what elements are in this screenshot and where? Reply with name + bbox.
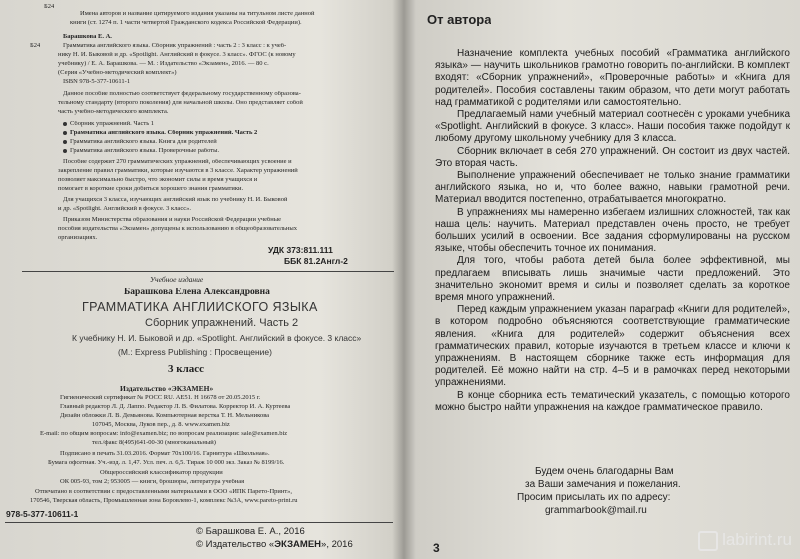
divider	[22, 271, 394, 272]
imprint-line: Данное пособие полностью соответствует федеральному государственному образова-	[63, 91, 301, 97]
imprint-line: Грамматика английского языка. Книга для родителей	[70, 139, 217, 145]
imprint-line: Сборник упражнений. Часть 1	[70, 121, 155, 127]
imprint-line: Барашкова Е. А.	[63, 34, 112, 40]
foreword-body	[435, 48, 790, 414]
bullet-point	[63, 131, 67, 135]
paragraph: Перед каждым упражнением указан параграф «Книги для родителей», в котором подробно объясняются соответствующие грамматические явления. «Книга для родителей» содержит объяснения всех грамматических правил, которые изучаются в третьем классе и ключи к упражнениям. В настоящем сборнике также есть информация для родителей. Её можно найти на стр. 4–5 и в рамочках перед некоторыми упражнениями.	[435, 304, 790, 389]
imprint-line: Подписано в печать 31.03.2016. Формат 70х100/16. Гарнитура «Школьная».	[60, 451, 270, 457]
paragraph: Сборник включает в себя 270 упражнений. Он состоит из двух частей. Это вторая часть.	[435, 145, 790, 169]
imprint-line: организациях.	[58, 235, 98, 241]
imprint-line: закрепление правил грамматики, которые изучаются в 3 классе. Характер упражнений	[58, 168, 298, 174]
copyright-publisher: © Издательство «ЭКЗАМЕН», 2016	[196, 540, 353, 550]
imprint-line: (Серия «Учебно-методический комплект»)	[58, 70, 177, 76]
isbn-bottom: 978-5-377-10611-1	[6, 510, 79, 519]
paragraph: Для того, чтобы работа детей была более эффективной, мы предлагаем вписывать лишь значимые части предложений. Это значительно экономит время и силы и позволяет сделать за короткое время много упражнений.	[435, 255, 790, 304]
imprint-line: Имена авторов и название цитируемого издания указаны на титульном листе данной	[80, 11, 315, 17]
page-number: 3	[433, 542, 440, 554]
edition-label: Учебное издание	[150, 276, 204, 284]
paragraph: Выполнение упражнений обеспечивает не только знание грамматики английского языка, но и, что более важно, навыки грамотной речи. Материал вводится постепенно, отрабатывается многократно.	[435, 170, 790, 206]
paragraph: В конце сборника есть тематический указатель, с помощью которого можно быстро найти упражнения на каждое грамматическое правило.	[435, 389, 790, 413]
bullet-point	[63, 140, 67, 144]
imprint-line: Главный редактор Л. Д. Лаппо. Редактор Л. В. Филатова. Корректор И. А. Куртеева	[60, 404, 291, 410]
imprint-line: книги (ст. 1274 п. 1 части четвертой Гражданского кодекса Российской Федерации).	[70, 20, 302, 26]
imprint-line: нику Н. И. Быковой и др. «Spotlight. Английский в фокусе. 3 класс». ФГОС (к новому	[58, 52, 296, 58]
copyright-author: © Барашкова Е. А., 2016	[196, 527, 305, 537]
thanks-line-1: Будем очень благодарны Вам	[535, 467, 674, 477]
bullet-point	[63, 149, 67, 153]
imprint-line: E-mail: по общим вопросам: info@examen.biz; по вопросам реализации: sale@examen.biz	[40, 431, 288, 437]
imprint-line: Дизайн обложки Л. В. Демьянова. Компьютерная верстка Т. Н. Мельникова	[60, 413, 270, 419]
imprint-line: Б24	[44, 4, 55, 10]
imprint-line: Приказом Министерства образования и науки Российской Федерации учебные	[63, 217, 282, 223]
paragraph: В упражнениях мы намеренно избегаем излишних сложностей, так как наша цель: научить. Материал представлен очень просто, не требует больших усилий в освоении. Все задания сформулированы на русском языке, чтобы обеспечить точное их понимания.	[435, 206, 790, 255]
publishers: (М.: Express Publishing : Просвещение)	[118, 348, 272, 357]
imprint-line: учебнику) / Е. А. Барашкова. — М. : Издательство «Экзамен», 2016. — 80 с.	[58, 61, 269, 67]
bullet-point	[63, 122, 67, 126]
textbook-reference: К учебнику Н. И. Быковой и др. «Spotlight. Английский в фокусе. 3 класс»	[72, 334, 362, 343]
imprint-line: и др. «Spotlight. Английский в фокусе. 3 класс».	[58, 206, 191, 212]
right-page-foreword	[405, 0, 800, 559]
watermark: labirint.ru	[698, 530, 792, 551]
paragraph: Назначение комплекта учебных пособий «Грамматика английского языка» — научить школьников грамотно говорить по-английски. В комплект входят: «Сборник упражнений», «Проверочные работы» и «Книга для родителей». Пособия составлены таким образом, что дети могут работать над грамматикой с родителями или самостоятельно.	[435, 48, 790, 108]
imprint-line: Грамматика английского языка. Сборник упражнений. Часть 2	[70, 130, 258, 136]
labirint-logo-icon	[698, 531, 718, 551]
imprint-line: Издательство «ЭКЗАМЕН»	[120, 385, 214, 393]
imprint-line: Бумага офсетная. Уч.-изд. л. 1,47. Усл. печ. л. 6,5. Тираж 10 000 экз. Заказ № 8199/16.	[48, 460, 285, 466]
paragraph: Предлагаемый нами учебный материал соотнесён с уроками учебника «Spotlight. Английский в фокусе. 3 класс». Наши пособия также подойдут к любому другому школьному учебнику для 3 класса.	[435, 109, 790, 145]
imprint-line: Общероссийский классификатор продукции	[100, 470, 223, 476]
imprint-line: помогает в короткие сроки добиться хорошего знания грамматики.	[58, 186, 244, 192]
imprint-line: часть учебно-методического комплекта.	[58, 109, 169, 115]
imprint-line: Гигиенический сертификат № РОСС RU. AE51. Н 16678 от 20.05.2015 г.	[60, 395, 261, 401]
imprint-line: позволяет максимально быстро, что экономит силы и время учащихся и	[58, 177, 258, 183]
foreword-heading: От автора	[427, 13, 492, 26]
imprint-line: 107045, Москва, Луков пер., д. 8. www.examen.biz	[92, 422, 230, 428]
grade: 3 класс	[168, 364, 205, 375]
imprint-line: тел./факс 8(495)641-00-30 (многоканальный)	[92, 440, 216, 446]
udk-code: УДК 373:811.111	[268, 246, 333, 255]
imprint-line: Б24	[30, 43, 41, 49]
book-subtitle: Сборник упражнений. Часть 2	[145, 318, 299, 329]
contact-email[interactable]: grammarbook@mail.ru	[545, 506, 647, 516]
imprint-line: Для учащихся 3 класса, изучающих английский язык по учебнику Н. И. Быковой	[63, 197, 288, 203]
imprint-line: Грамматика английского языка. Проверочные работы.	[70, 148, 220, 154]
imprint-line: пособия издательства «Экзамен» допущены к использованию в общеобразовательных	[58, 226, 298, 232]
imprint-line: Пособие содержит 270 грамматических упражнений, обеспечивающих усвоение и	[63, 159, 292, 165]
imprint-line: 170546, Тверская область, Промышленная зона Боровлево-1, комплекс №3А, www.pareto-print.ru	[30, 498, 298, 504]
bbk-code: ББК 81.2Англ-2	[284, 257, 348, 266]
imprint-line: тельному стандарту (второго поколения) для начальной школы. Оно представляет собой	[58, 100, 303, 106]
author-name: Барашкова Елена Александровна	[124, 288, 270, 297]
left-page-imprint	[0, 0, 395, 559]
imprint-line: Отпечатано в соответствии с предоставленными материалами в ООО «ИПК Парето-Принт»,	[35, 489, 293, 495]
book-title: ГРАММАТИКА АНГЛИЙСКОГО ЯЗЫКА	[82, 301, 318, 314]
thanks-line-3: Просим присылать их по адресу:	[517, 493, 671, 503]
imprint-line: Грамматика английского языка. Сборник упражнений : часть 2 : 3 класс : к учеб-	[63, 43, 287, 49]
imprint-line: ОК 005-93, том 2; 953005 — книги, брошюры, литература учебная	[60, 479, 245, 485]
thanks-line-2: за Ваши замечания и пожелания.	[525, 480, 681, 490]
imprint-line: ISBN 978-5-377-10611-1	[63, 79, 131, 85]
divider	[5, 522, 393, 523]
